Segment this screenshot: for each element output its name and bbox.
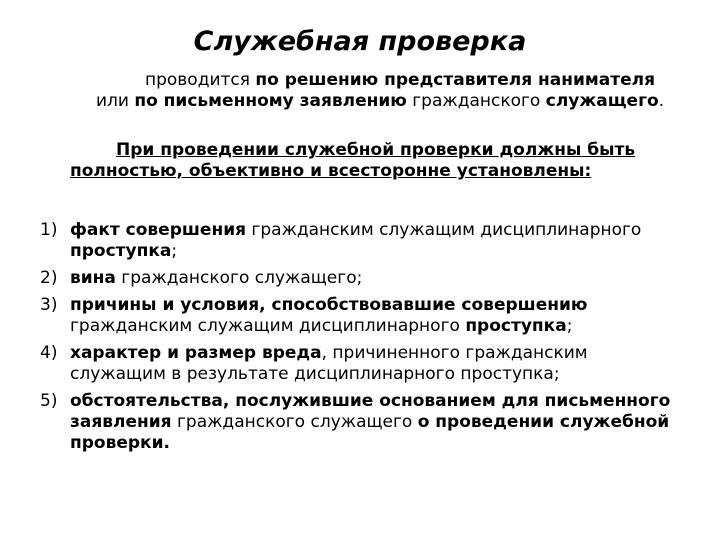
list-item-text: ;: [566, 316, 573, 336]
intro-text-3: гражданского: [406, 91, 546, 111]
list-item-number: 5): [40, 391, 58, 411]
list-item: [40, 391, 680, 454]
list-item: [40, 295, 680, 337]
list-item-bold: о проведении служебной проверки.: [70, 412, 670, 453]
intro-text-4: .: [658, 91, 665, 111]
list-item-bold: факт совершения: [70, 220, 247, 240]
intro-bold-1: по решению представителя нанимателя: [255, 70, 656, 90]
list-item-text: гражданского служащего;: [115, 268, 363, 288]
intro-text-2: или: [95, 91, 135, 111]
list-item-text: гражданского служащего: [171, 412, 418, 432]
list-item-bold: причины и условия, способствовавшие совершению: [70, 295, 588, 315]
list-item-number: 1): [40, 220, 58, 240]
requirements-list: [40, 220, 680, 460]
list-item-bold: проступка: [70, 241, 172, 261]
intro-bold-2: по письменному заявлению: [134, 91, 407, 111]
list-item-number: 4): [40, 343, 58, 363]
list-item-text: , причиненного гражданским служащим в результате дисциплинарного проступка;: [70, 343, 588, 384]
list-item: [40, 268, 680, 289]
section-heading: При проведении служебной проверки должны быть полностью, объективно и всесторонне установлены:: [70, 140, 636, 181]
list-item: [40, 220, 680, 262]
list-item-number: 2): [40, 268, 58, 288]
slide-title-text: Служебная проверка: [193, 26, 527, 57]
list-item-text: гражданским служащим дисциплинарного: [246, 220, 642, 240]
slide-title: [0, 24, 720, 60]
intro-bold-3: служащего: [545, 91, 659, 111]
list-item-bold: вина: [70, 268, 116, 288]
list-item-bold: проступка: [465, 316, 567, 336]
list-item-number: 3): [40, 295, 58, 315]
list-item-text: ;: [171, 241, 178, 261]
section-heading-block: [70, 140, 660, 182]
list-item-text: гражданским служащим дисциплинарного: [70, 316, 466, 336]
list-item: [40, 343, 680, 385]
intro-paragraph: [90, 70, 670, 112]
list-item-bold: характер и размер вреда: [70, 343, 322, 363]
list-item-bold: обстоятельства, послужившие основанием для письменного заявления: [70, 391, 671, 432]
intro-text-1: проводится: [144, 70, 256, 90]
